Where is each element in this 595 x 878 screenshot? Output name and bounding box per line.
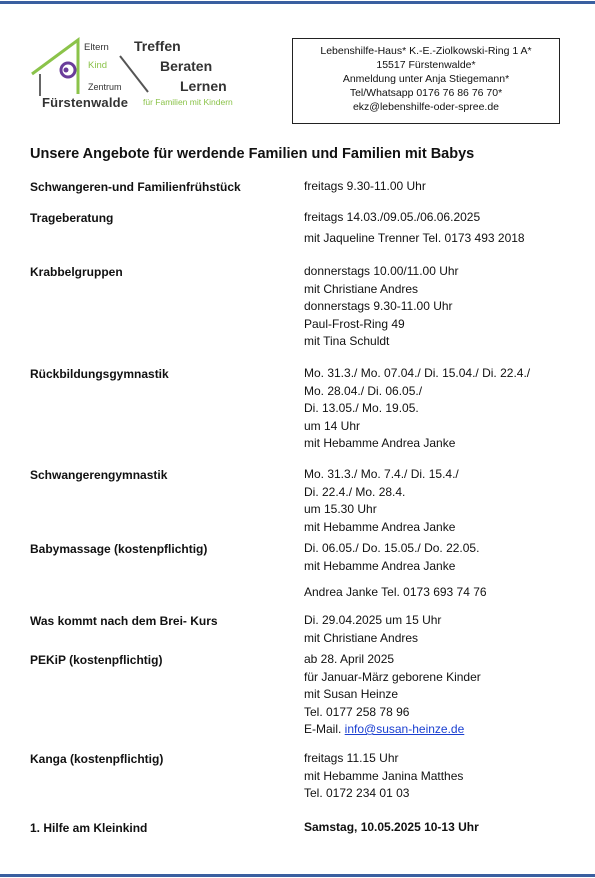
offer-line: mit Christiane Andres	[304, 630, 419, 645]
logo-fuerstenwalde: Fürstenwalde	[42, 95, 129, 110]
contact-city: 15517 Fürstenwalde*	[376, 59, 476, 71]
contact-address: Lebenshilfe-Haus* K.-E.-Ziolkowski-Ring 1 A*	[320, 45, 532, 57]
logo-treffen: Treffen	[134, 38, 181, 54]
offer-line: mit Christiane Andres	[304, 281, 419, 296]
offer-line: mit Hebamme Andrea Janke	[304, 436, 456, 450]
offer-details	[304, 540, 487, 602]
offer-line: Di. 13.05./ Mo. 19.05.	[304, 401, 419, 415]
contact-registration: Anmeldung unter Anja Stiegemann*	[342, 73, 510, 85]
bottom-border-line	[0, 874, 595, 877]
logo-tagline: für Familien mit Kindern	[143, 97, 233, 107]
offer-line: Di. 29.04.2025 um 15 Uhr	[304, 613, 442, 627]
offer-label: Krabbelgruppen	[30, 265, 123, 279]
offer-label: Was kommt nach dem Brei- Kurs	[30, 614, 218, 628]
offer-line: für Januar-März geborene Kinder	[304, 669, 481, 684]
offer-details	[304, 263, 459, 351]
logo-lernen: Lernen	[180, 78, 227, 94]
offer-label: PEKiP (kostenpflichtig)	[30, 653, 163, 667]
offer-email-line	[304, 721, 481, 739]
offer-line: Mo. 28.04./ Di. 06.05./	[304, 383, 423, 398]
offer-label: 1. Hilfe am Kleinkind	[30, 821, 148, 835]
page-heading: Unsere Angebote für werdende Familien und Familien mit Babys	[30, 146, 475, 162]
offer-line: freitags 11.15 Uhr	[304, 751, 399, 765]
offer-line: Tel. 0177 258 78 96	[304, 704, 410, 719]
offer-details	[304, 466, 459, 536]
offer-line: um 15.30 Uhr	[304, 502, 377, 516]
offer-details	[304, 819, 479, 837]
offer-line: Di. 06.05./ Do. 15.05./ Do. 22.05.	[304, 541, 480, 555]
logo-eltern: Eltern	[84, 42, 109, 53]
logo-kind: Kind	[88, 60, 108, 71]
contact-box	[292, 38, 560, 124]
offer-line: Di. 22.4./ Mo. 28.4.	[304, 484, 406, 499]
offer-line: freitags 9.30-11.00 Uhr	[304, 179, 426, 193]
offer-details	[304, 612, 441, 647]
offer-line: Tel. 0172 234 01 03	[304, 786, 410, 800]
offer-line: donnerstags 10.00/11.00 Uhr	[304, 264, 459, 278]
offer-line: mit Jaqueline Trenner Tel. 0173 493 2018	[304, 230, 525, 245]
email-prefix: E-Mail.	[304, 722, 345, 736]
contact-email[interactable]: ekz@lebenshilfe-oder-spree.de	[352, 101, 500, 113]
offer-line: mit Tina Schuldt	[304, 334, 390, 348]
offer-line: Mo. 31.3./ Mo. 7.4./ Di. 15.4./	[304, 467, 459, 481]
offer-line: donnerstags 9.30-11.00 Uhr	[304, 299, 453, 313]
logo-beraten: Beraten	[160, 58, 213, 74]
offer-details	[304, 178, 426, 196]
offer-line: mit Hebamme Janina Matthes	[304, 768, 464, 783]
offer-label: Schwangeren-und Familienfrühstück	[30, 180, 241, 194]
offer-line: mit Hebamme Andrea Janke	[304, 519, 456, 534]
offer-label: Kanga (kostenpflichtig)	[30, 752, 164, 766]
logo-zentrum: Zentrum	[88, 82, 122, 92]
offer-line: um 14 Uhr	[304, 418, 361, 433]
offer-line: Andrea Janke Tel. 0173 693 74 76	[304, 585, 487, 599]
offer-line: Mo. 31.3./ Mo. 07.04./ Di. 15.04./ Di. 22.4./	[304, 366, 531, 380]
offer-line: mit Hebamme Andrea Janke	[304, 558, 456, 573]
offer-line: mit Susan Heinze	[304, 687, 399, 701]
offer-label: Babymassage (kostenpflichtig)	[30, 542, 208, 556]
offer-line: Paul-Frost-Ring 49	[304, 316, 405, 331]
email-link[interactable]: info@susan-heinze.de	[344, 722, 465, 736]
contact-phone: Tel/Whatsapp 0176 76 86 76 70*	[349, 87, 503, 99]
offer-label: Rückbildungsgymnastik	[30, 367, 169, 381]
offer-details	[304, 651, 481, 739]
top-border-line	[0, 1, 595, 4]
offer-details	[304, 365, 530, 453]
offer-line: ab 28. April 2025	[304, 652, 395, 666]
offer-details	[304, 209, 525, 247]
offer-line: freitags 14.03./09.05./06.06.2025	[304, 210, 481, 224]
offer-label: Trageberatung	[30, 211, 114, 225]
offer-line: Samstag, 10.05.2025 10-13 Uhr	[304, 820, 479, 834]
offer-details	[304, 750, 463, 803]
offer-label: Schwangerengymnastik	[30, 468, 168, 482]
ekz-logo	[30, 34, 262, 114]
